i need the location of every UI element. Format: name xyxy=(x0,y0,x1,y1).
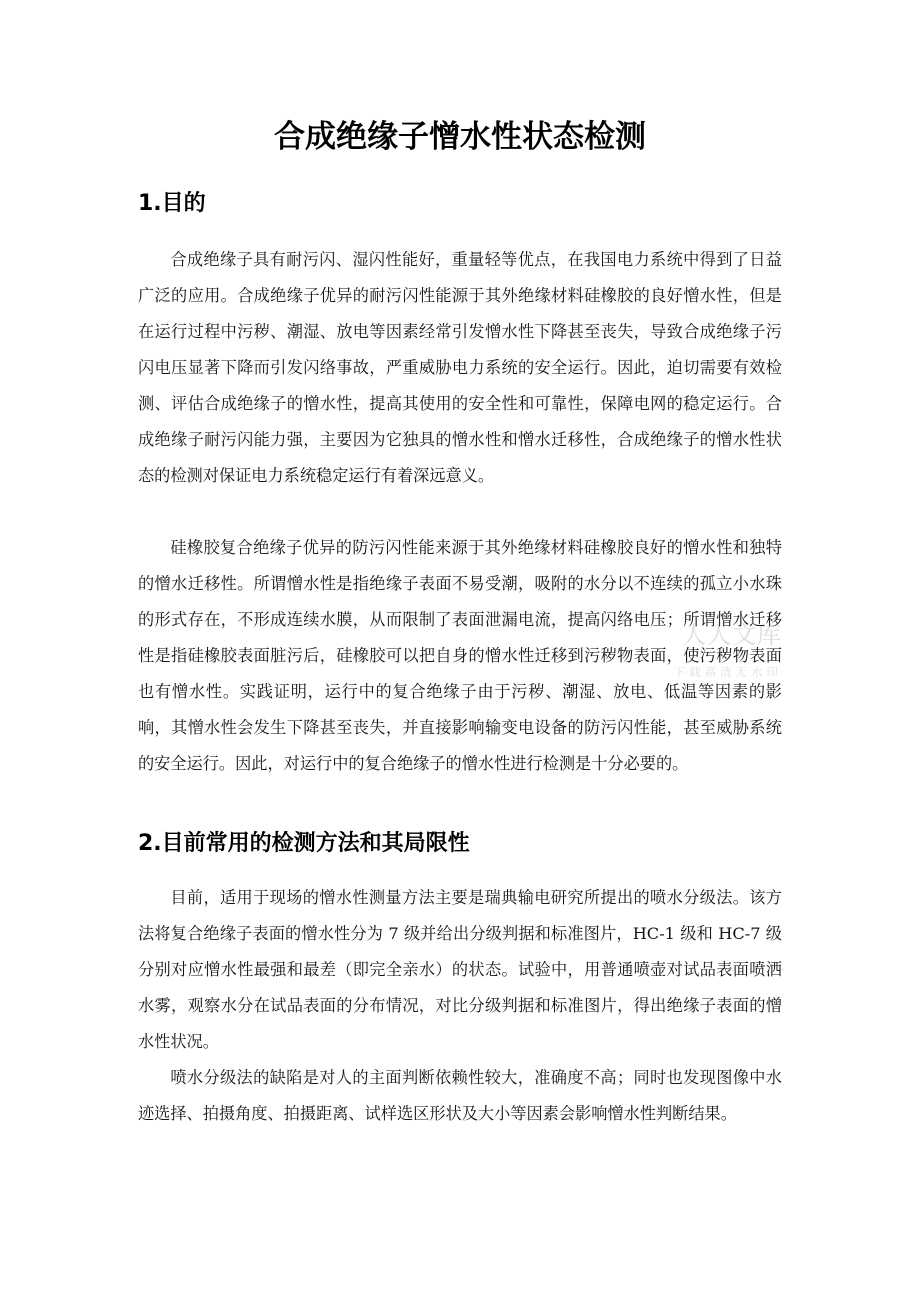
paragraph: 目前，适用于现场的憎水性测量方法主要是瑞典输电研究所提出的喷水分级法。该方法将复合绝缘子表面的憎水性分为 7 级并给出分级判据和标准图片，HC-1 级和 HC-7 级分别对应憎水性最强和最差（即完全亲水）的状态。试验中，用普通喷壶对试品表面喷洒水雾，观察水分在试品表面的分布情况，对比分级判据和标准图片，得出绝缘子表面的憎水性状况。 xyxy=(138,888,782,1051)
paragraph: 喷水分级法的缺陷是对人的主面判断依赖性较大，准确度不高；同时也发现图像中水迹选择、拍摄角度、拍摄距离、试样选区形状及大小等因素会影响憎水性判断结果。 xyxy=(138,1068,782,1123)
paragraph: 合成绝缘子具有耐污闪、湿闪性能好，重量轻等优点，在我国电力系统中得到了日益广泛的应用。合成绝缘子优异的耐污闪性能源于其外绝缘材料硅橡胶的良好憎水性，但是在运行过程中污秽、潮湿、放电等因素经常引发憎水性下降甚至丧失，导致合成绝缘子污闪电压显著下降而引发闪络事故，严重威胁电力系统的安全运行。因此，迫切需要有效检测、评估合成绝缘子的憎水性，提高其使用的安全性和可靠性，保障电网的稳定运行。合成绝缘子耐污闪能力强，主要因为它独具的憎水性和憎水迁移性，合成绝缘子的憎水性状态的检测对保证电力系统稳定运行有着深远意义。 xyxy=(138,250,782,485)
watermark-text: 人人文库 xyxy=(682,621,782,649)
paragraph: 硅橡胶复合绝缘子优异的防污闪性能来源于其外绝缘材料硅橡胶良好的憎水性和独特的憎水迁移性。所谓憎水性是指绝缘子表面不易受潮，吸附的水分以不连续的孤立小水珠的形式存在，不形成连续水膜，从而限制了表面泄漏电流，提高闪络电压；所谓憎水迁移性是指硅橡胶表面脏污后，硅橡胶可以把自身的憎水性迁移到污秽物表面，使污秽物表面也有憎水性。实践证明，运行中的复合绝缘子由于污秽、潮湿、放电、低温等因素的影响，其憎水性会发生下降甚至丧失，并直接影响输变电设备的防污闪性能，甚至威胁系统的安全运行。因此，对运行中的复合绝缘子的憎水性进行检测是十分必要的。 xyxy=(138,538,782,773)
page-title: 合成绝缘子憎水性状态检测 xyxy=(274,119,646,155)
section-heading-purpose: 1.目的 xyxy=(138,191,206,216)
section-heading-methods: 2.目前常用的检测方法和其局限性 xyxy=(138,831,470,856)
watermark-subtext: 下载高清无水印 xyxy=(673,665,782,679)
